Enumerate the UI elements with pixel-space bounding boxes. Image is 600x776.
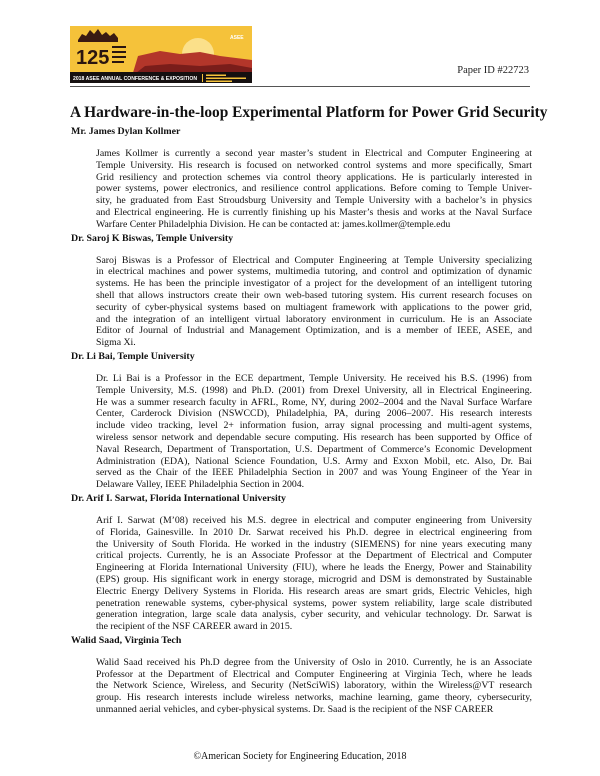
- bio-line: the University of South Florida. He worked in the industry (SIEMENS) for nine years executing many: [96, 538, 532, 550]
- bio-line: (EPS) group. His significant work in energy storage, microgrid and DSM is demonstrated by Sustainable: [96, 573, 532, 585]
- author-name: Dr. Li Bai, Temple University: [71, 350, 195, 362]
- bio-line: power systems, power electronics, and resilience control applications. Before coming to Temple Univer-: [96, 183, 532, 195]
- bio-line: sity, he graduated from East Stroudsburg University and Temple University with a bachelor’s in physics: [96, 195, 532, 207]
- bio-line: Center, Carderock Division (NSWCCD), Philadelphia, PA, during 2006–2007. His research interests: [96, 408, 532, 420]
- bio-line: Delaware Valley, IEEE Philadelphia Section in 2004.: [96, 479, 305, 491]
- author-name: Dr. Arif I. Sarwat, Florida International University: [71, 492, 286, 504]
- bio-line: Electric Energy Delivery Systems in Florida. His research areas are smart grids, Electric Vehicles, high: [96, 585, 532, 597]
- bio-line: Engineering at Florida International University (FIU), where he leads the Energy, Power and Stainability: [96, 562, 532, 574]
- bio-line: penetration renewable systems, cyber-physical systems, power system reliability, large scale distributed: [96, 597, 532, 609]
- bio-line: Administration (EDA), National Science Foundation, U.S. Army and Exxon Mobil, etc. Also, Dr. Bai: [96, 455, 532, 467]
- header-divider: [70, 86, 530, 87]
- bio-line: Arif I. Sarwat (M’08) received his M.S. degree in electrical and computer engineering from University: [96, 514, 532, 526]
- bio-line: of Florida, Gainesville. In 2010 Dr. Sarwat received his Ph.D. degree in electrical engineering from: [96, 526, 532, 538]
- bio-line: Naval Research, Department of Transportation, U.S. Department of Commerce’s Economic Development: [96, 443, 532, 455]
- paper-id: Paper ID #22723: [457, 65, 529, 76]
- bio-line: and Electrical engineering. He is currently finishing up his Master’s thesis and works at the Naval Surface: [96, 206, 532, 218]
- bio-line: critical projects. Currently, he is an Associate Professor at the Department of Electrical and Computer: [96, 550, 532, 562]
- copyright-footer: ©American Society for Engineering Education, 2018: [193, 751, 407, 762]
- asee-conference-logo: [70, 26, 252, 83]
- author-bio: [96, 373, 532, 491]
- bio-line: in electrical machines and power systems, multimedia tutoring, and control and optimization of dynamic: [96, 266, 532, 278]
- bio-line: systems. He has been the principle investigator of a project for the development of an intelligent tutoring: [96, 278, 532, 290]
- bio-line: shell that allows instructors create their own web-based tutoring system. His current research focuses on: [96, 289, 532, 301]
- bio-line: Grid resiliency and protection schemes via control theory applications. He is particularly interested in: [96, 171, 532, 183]
- author-bio: [96, 657, 532, 716]
- paper-title: A Hardware-in-the-loop Experimental Platform for Power Grid Security: [70, 104, 548, 121]
- bio-line: Professor at the Department of Electrical and Computer Engineering at Virginia Tech, where he leads: [96, 668, 532, 680]
- bio-line: He was a summer research faculty in AFRL, Rome, NY, during 2002–2004 and the Naval Surface Warfare: [96, 396, 532, 408]
- bio-line: and the integration of an intelligent virtual laboratory environment in curriculum. He is an Associate: [96, 313, 532, 325]
- bio-line: James Kollmer is currently a second year master’s student in Electrical and Computer Engineering at: [96, 148, 532, 159]
- bio-line: Temple University. His research is focused on networked control systems and more specifically, Smart: [96, 159, 532, 171]
- bio-line: Editor of Journal of Industrial and Management Optimization, and is a member of IEEE, ASEE, and: [96, 325, 532, 337]
- bio-line: served as the Chair of the IEEE Philadelphia Section in 2007 and was Young Engineer of the Year in: [96, 467, 532, 479]
- bio-line: Temple University, M.S. (1998) and Ph.D. (2001) from Drexel University, all in Electrical Engineering.: [96, 384, 532, 396]
- author-name: Mr. James Dylan Kollmer: [71, 126, 181, 137]
- logo-brand: ASEE: [230, 35, 244, 41]
- bio-line: Dr. Li Bai is a Professor in the ECE department, Temple University. He received his B.S. (1996) from: [96, 372, 532, 384]
- author-bio: [96, 255, 532, 349]
- bio-line: Walid Saad received his Ph.D degree from the University of Oslo in 2010. Currently, he is an Associate: [96, 656, 532, 668]
- bio-line: Warfare Center Philadelphia Division. He can be contacted at: james.kollmer@temple.edu: [96, 218, 451, 230]
- bio-line: generation integration, large scale data analysis, cyber security, and vehicular technology. Dr. Sarwat is: [96, 609, 532, 621]
- bio-line: wireless sensor network and dependable secure computing. His research has been supported by Office of: [96, 431, 532, 443]
- author-name: Walid Saad, Virginia Tech: [71, 634, 182, 646]
- author-name: Dr. Saroj K Biswas, Temple University: [71, 232, 234, 244]
- logo-banner-text: 2018 ASEE ANNUAL CONFERENCE & EXPOSITION: [73, 76, 197, 82]
- bio-line: the recipient of the NSF CAREER award in 2015.: [96, 621, 293, 633]
- author-bio: [96, 515, 532, 633]
- bio-line: the Network Science, Wireless, and Security (NetSciWiS) laboratory, within the Wireless@VT research: [96, 680, 532, 692]
- bio-line: include video tracking, level 2+ information fusion, array signal processing and multi-agent systems,: [96, 420, 532, 432]
- author-bio: [96, 148, 532, 231]
- author-bios: [71, 126, 532, 718]
- bio-line: Saroj Biswas is a Professor of Electrical and Computer Engineering at Temple University specializing: [96, 254, 532, 266]
- bio-line: Sigma Xi.: [96, 337, 136, 349]
- bio-line: security of cyber-physical systems based on multiagent framework with applications to the power grid,: [96, 301, 532, 313]
- bio-line: group. His research interests include wireless networks, machine learning, game theory, cybersecurity,: [96, 692, 532, 704]
- bio-line: unmanned aerial vehicles, and cyber-physical systems. Dr. Saad is the recipient of the NSF CAREER: [96, 704, 494, 716]
- logo-number: 125: [76, 47, 110, 69]
